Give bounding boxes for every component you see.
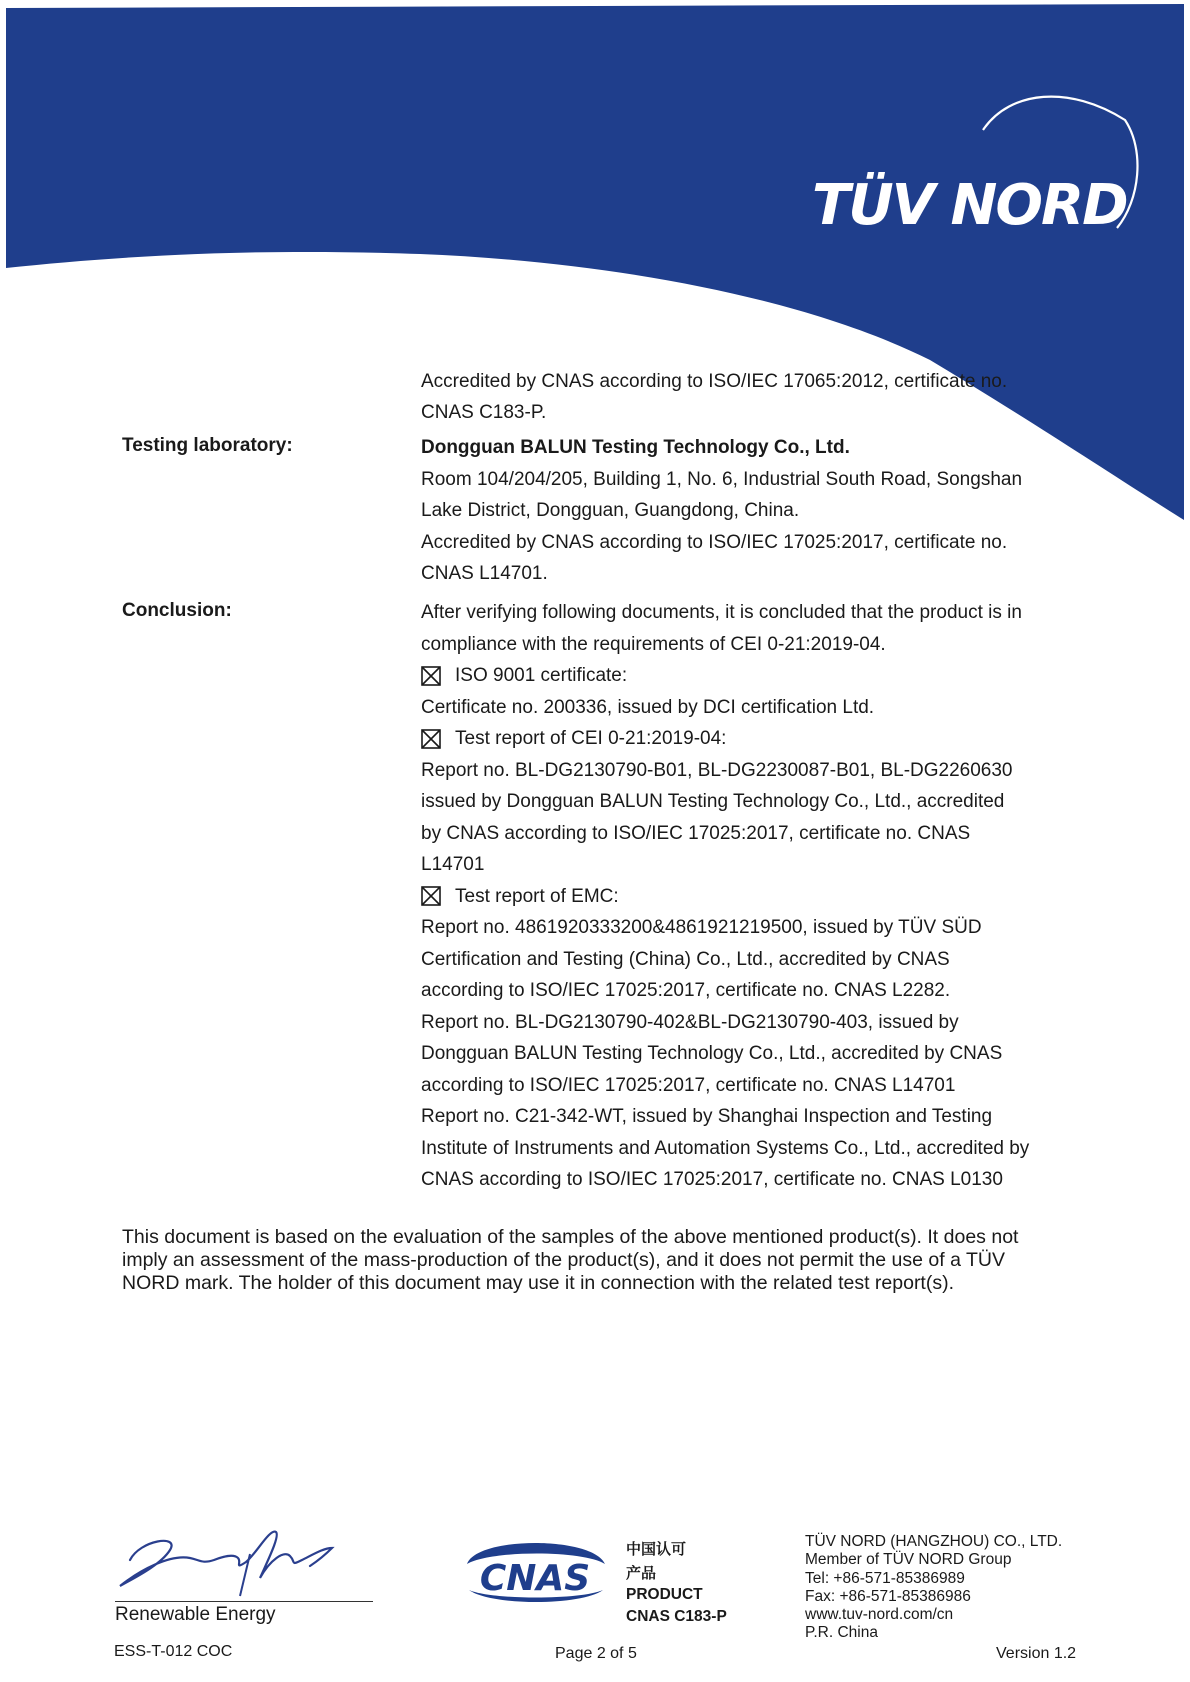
cnas-logo-text: CNAS xyxy=(479,1558,591,1599)
company-country: P.R. China xyxy=(805,1624,878,1642)
cei-report: Report no. BL-DG2130790-B01, BL-DG2230087-B01, BL-DG2260630 xyxy=(421,759,1013,781)
lab-address: Lake District, Dongguan, Guangdong, China. xyxy=(421,500,800,521)
emc-report: CNAS according to ISO/IEC 17025:2017, certificate no. CNAS L0130 xyxy=(421,1169,1003,1190)
document-code: ESS-T-012 COC xyxy=(114,1643,233,1660)
cnas-logo xyxy=(455,1530,615,1608)
emc-report: according to ISO/IEC 17025:2017, certificate no. CNAS L14701 xyxy=(421,1074,956,1096)
version-label: Version 1.2 xyxy=(996,1645,1077,1662)
cei-heading: Test report of CEI 0-21:2019-04: xyxy=(455,728,727,749)
cnas-chinese-label: 中国认可 xyxy=(626,1540,687,1558)
emc-report: according to ISO/IEC 17025:2017, certificate no. CNAS L2282. xyxy=(421,980,951,1001)
emc-report: Institute of Instruments and Automation Systems Co., Ltd., accredited by xyxy=(421,1137,1030,1159)
accreditation-line: CNAS C183-P. xyxy=(421,402,547,423)
iso-heading: ISO 9001 certificate: xyxy=(455,665,628,686)
testing-laboratory-label: Testing laboratory: xyxy=(122,435,293,456)
lab-name: Dongguan BALUN Testing Technology Co., Ltd. xyxy=(421,437,850,458)
accreditation-line: Accredited by CNAS according to ISO/IEC 17065:2012, certificate no. xyxy=(421,371,1008,392)
page-number: Page 2 of 5 xyxy=(555,1645,637,1662)
conclusion-section xyxy=(421,597,1071,1196)
emc-report: Report no. BL-DG2130790-402&BL-DG2130790-403, issued by xyxy=(421,1011,959,1033)
signature xyxy=(110,1520,350,1600)
cei-report: issued by Dongguan BALUN Testing Technology Co., Ltd., accredited xyxy=(421,791,1005,812)
lab-accreditation: CNAS L14701. xyxy=(421,563,548,584)
cnas-number: CNAS C183-P xyxy=(626,1608,727,1625)
iso-checkbox-row xyxy=(421,660,1071,692)
checked-box-icon xyxy=(421,666,441,686)
emc-report: Report no. C21-342-WT, issued by Shanghai Inspection and Testing xyxy=(421,1106,993,1127)
conclusion-intro: compliance with the requirements of CEI 0-21:2019-04. xyxy=(421,633,886,655)
emc-checkbox-row xyxy=(421,881,1071,913)
testing-laboratory-section xyxy=(421,432,1071,590)
lab-address: Room 104/204/205, Building 1, No. 6, Industrial South Road, Songshan xyxy=(421,468,1023,490)
cnas-chinese-label: 产品 xyxy=(626,1564,657,1582)
company-tel: Tel: +86-571-85386989 xyxy=(805,1569,965,1587)
signature-line xyxy=(115,1601,373,1602)
tuv-nord-logo: TÜV NORD xyxy=(812,173,1127,238)
company-info xyxy=(805,1533,1062,1643)
cei-report: by CNAS according to ISO/IEC 17025:2017, certificate no. CNAS xyxy=(421,822,971,844)
iso-detail: Certificate no. 200336, issued by DCI certification Ltd. xyxy=(421,696,875,718)
summary-line: NORD mark. The holder of this document may use it in connection with the related test report(s). xyxy=(122,1272,955,1294)
certification-accreditation xyxy=(421,366,1061,428)
company-name: TÜV NORD (HANGZHOU) CO., LTD. xyxy=(805,1533,1063,1550)
emc-heading: Test report of EMC: xyxy=(455,885,619,907)
company-member: Member of TÜV NORD Group xyxy=(805,1551,1012,1569)
checked-box-icon xyxy=(421,886,441,906)
company-fax: Fax: +86-571-85386986 xyxy=(805,1587,971,1605)
cei-checkbox-row xyxy=(421,723,1071,755)
conclusion-intro: After verifying following documents, it is concluded that the product is in xyxy=(421,602,1022,623)
signature-caption: Renewable Energy xyxy=(115,1604,276,1625)
cei-report: L14701 xyxy=(421,854,485,875)
company-website: www.tuv-nord.com/cn xyxy=(805,1606,954,1624)
conclusion-label: Conclusion: xyxy=(122,600,232,621)
summary-line: This document is based on the evaluation of the samples of the above mentioned product(s). It does not xyxy=(122,1226,1019,1248)
cnas-product-label: PRODUCT xyxy=(626,1586,703,1603)
emc-report: Report no. 4861920333200&4861921219500, issued by TÜV SÜD xyxy=(421,917,982,938)
emc-report: Dongguan BALUN Testing Technology Co., Ltd., accredited by CNAS xyxy=(421,1043,1003,1064)
summary-paragraph xyxy=(122,1226,1072,1295)
emc-report: Certification and Testing (China) Co., Ltd., accredited by CNAS xyxy=(421,948,950,970)
summary-line: imply an assessment of the mass-production of the product(s), and it does not permit the use of a TÜV xyxy=(122,1249,1005,1271)
checked-box-icon xyxy=(421,729,441,749)
lab-accreditation: Accredited by CNAS according to ISO/IEC 17025:2017, certificate no. xyxy=(421,531,1008,553)
